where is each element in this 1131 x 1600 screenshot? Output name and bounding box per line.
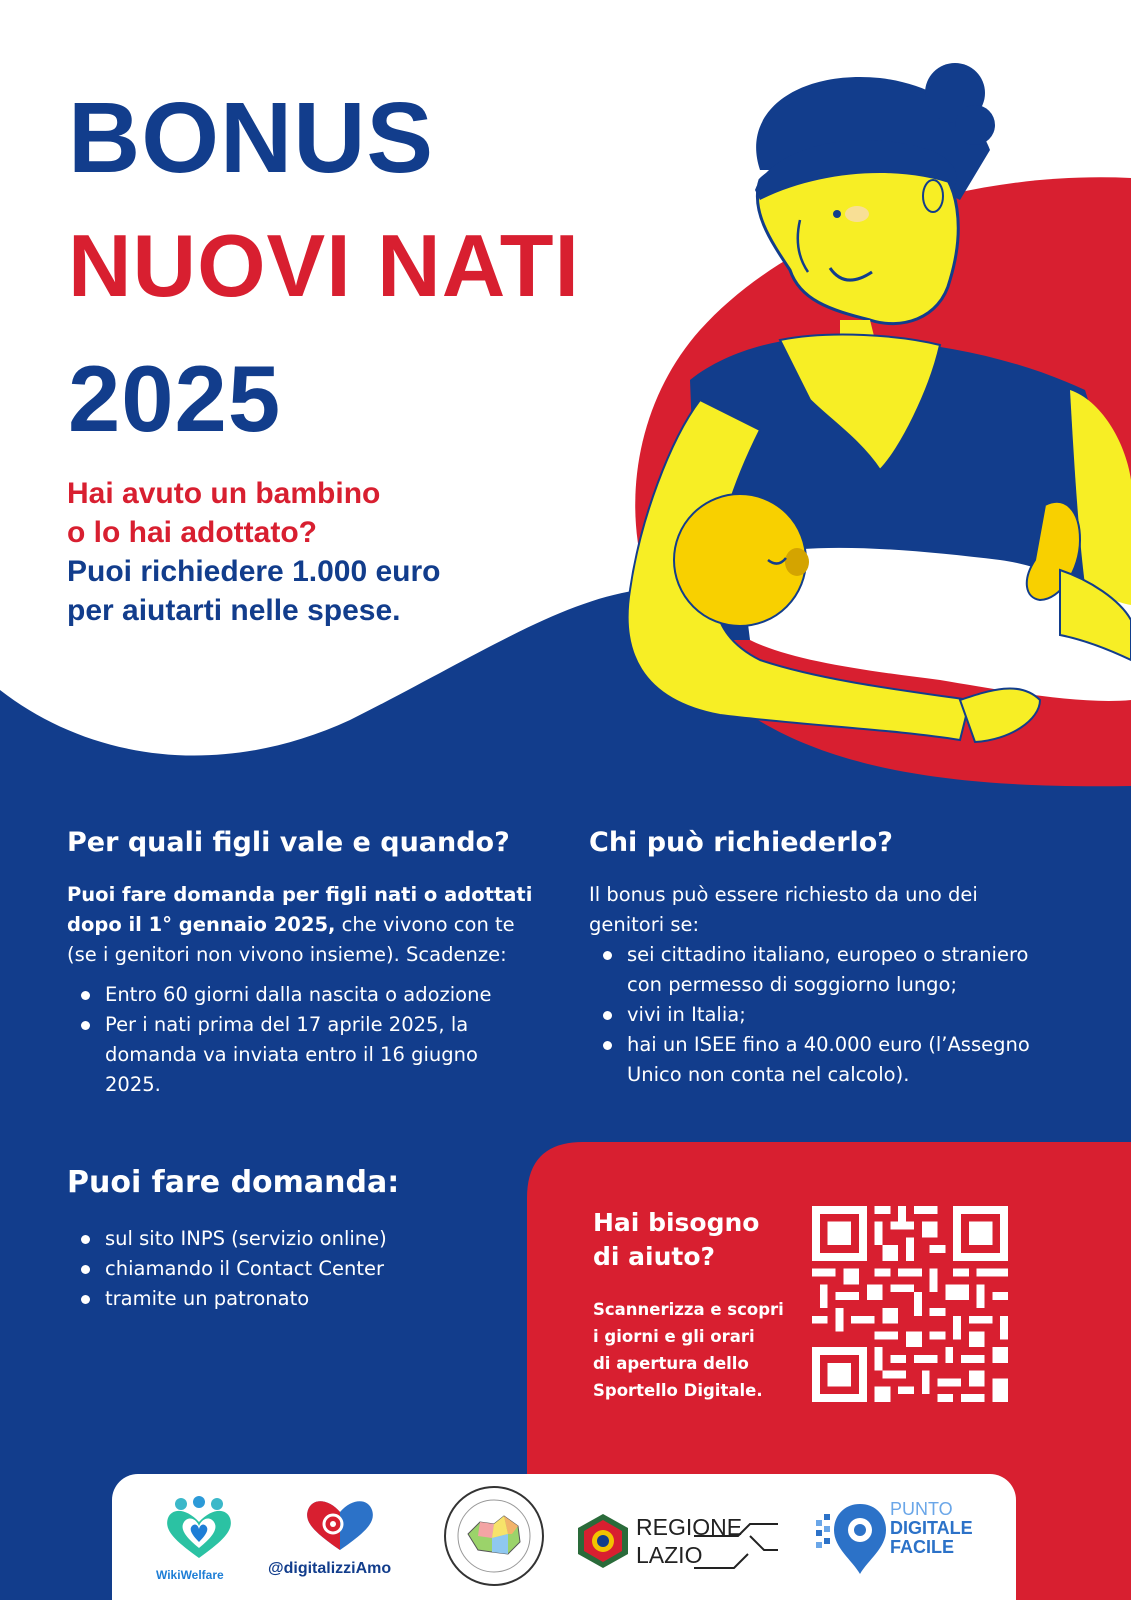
- digitalizziamo-label: @digitalizziAmo: [268, 1560, 392, 1577]
- list-item: vivi in Italia;: [627, 1000, 1059, 1030]
- list-item: hai un ISEE fino a 40.000 euro (l’Assegno Unico non conta nel calcolo).: [627, 1030, 1059, 1090]
- punto-label-line3: FACILE: [890, 1537, 955, 1557]
- digitalizziamo-logo: [268, 1494, 418, 1594]
- wikiwelfare-logo: [154, 1496, 244, 1592]
- help-text-line1: Scannerizza e scopri: [593, 1300, 784, 1319]
- wikiwelfare-icon: [154, 1496, 244, 1562]
- deadline-list: [67, 980, 537, 1100]
- section-which-heading: Per quali figli vale e quando?: [67, 827, 510, 858]
- distretto-seal-logo: [442, 1484, 546, 1588]
- title-nuovi-nati: NUOVI NATI: [68, 216, 580, 315]
- regione-lazio-emblem: [574, 1512, 632, 1570]
- qr-code-modules: [812, 1206, 1008, 1402]
- section-which-children: [67, 826, 537, 1100]
- regione-label-line2: LAZIO: [636, 1542, 703, 1568]
- title-bonus: BONUS: [68, 82, 435, 194]
- regione-lazio-logo: [574, 1508, 784, 1578]
- mother-and-baby-illustration: [628, 63, 1131, 742]
- intro-question-line1: Hai avuto un bambino: [67, 477, 381, 510]
- regione-lazio-lines: [694, 1514, 784, 1572]
- section-how-heading: Puoi fare domanda:: [67, 1165, 400, 1200]
- help-heading-line2: di aiuto?: [593, 1242, 716, 1271]
- qr-code[interactable]: [812, 1206, 1008, 1402]
- wikiwelfare-label: WikiWelfare: [156, 1568, 224, 1582]
- list-item: tramite un patronato: [105, 1284, 487, 1314]
- regione-label-line1: REGIONE: [636, 1514, 743, 1540]
- apply-methods-list: [67, 1224, 487, 1314]
- section-who-heading: Chi può richiederlo?: [589, 827, 893, 858]
- section-which-bold-text: Puoi fare domanda per figli nati o adottati dopo il 1° gennaio 2025,: [67, 883, 533, 936]
- list-item: sul sito INPS (servizio online): [105, 1224, 487, 1254]
- distretto-seal: [442, 1484, 546, 1588]
- help-text: [593, 1296, 784, 1404]
- list-item: chiamando il Contact Center: [105, 1254, 487, 1284]
- partner-logos-bar: [112, 1474, 1016, 1600]
- help-box: [593, 1206, 784, 1404]
- help-heading-line1: Hai bisogno: [593, 1208, 760, 1237]
- requirements-list: [589, 940, 1059, 1090]
- intro-answer-line2: per aiutarti nelle spese.: [67, 594, 401, 627]
- help-heading: [593, 1206, 784, 1274]
- list-item: Per i nati prima del 17 aprile 2025, la domanda va inviata entro il 16 giugno 2025.: [105, 1010, 537, 1100]
- punto-label-line1: PUNTO: [890, 1499, 953, 1519]
- intro-answer-line1: Puoi richiedere 1.000 euro: [67, 555, 441, 588]
- list-item: Entro 60 giorni dalla nascita o adozione: [105, 980, 537, 1010]
- section-who-can-apply: [589, 826, 1059, 1090]
- list-item: sei cittadino italiano, europeo o straniero con permesso di soggiorno lungo;: [627, 940, 1059, 1000]
- intro-text: [67, 474, 587, 630]
- digitalizziamo-icon: [300, 1494, 380, 1552]
- section-how-to-apply: [67, 1166, 487, 1314]
- help-text-line3: di apertura dello: [593, 1354, 749, 1373]
- punto-digitale-facile-icon: [812, 1498, 892, 1578]
- help-text-line4: Sportello Digitale.: [593, 1381, 763, 1400]
- intro-question-line2: o lo hai adottato?: [67, 516, 317, 549]
- section-which-text: [67, 880, 537, 970]
- title-year: 2025: [68, 346, 282, 451]
- punto-digitale-facile-logo: [812, 1498, 1002, 1588]
- help-text-line2: i giorni e gli orari: [593, 1327, 755, 1346]
- section-which-plain-text: che vivono con te (se i genitori non vivono insieme). Scadenze:: [67, 913, 515, 966]
- punto-label-line2: DIGITALE: [890, 1518, 973, 1538]
- section-who-text: Il bonus può essere richiesto da uno dei genitori se:: [589, 883, 978, 936]
